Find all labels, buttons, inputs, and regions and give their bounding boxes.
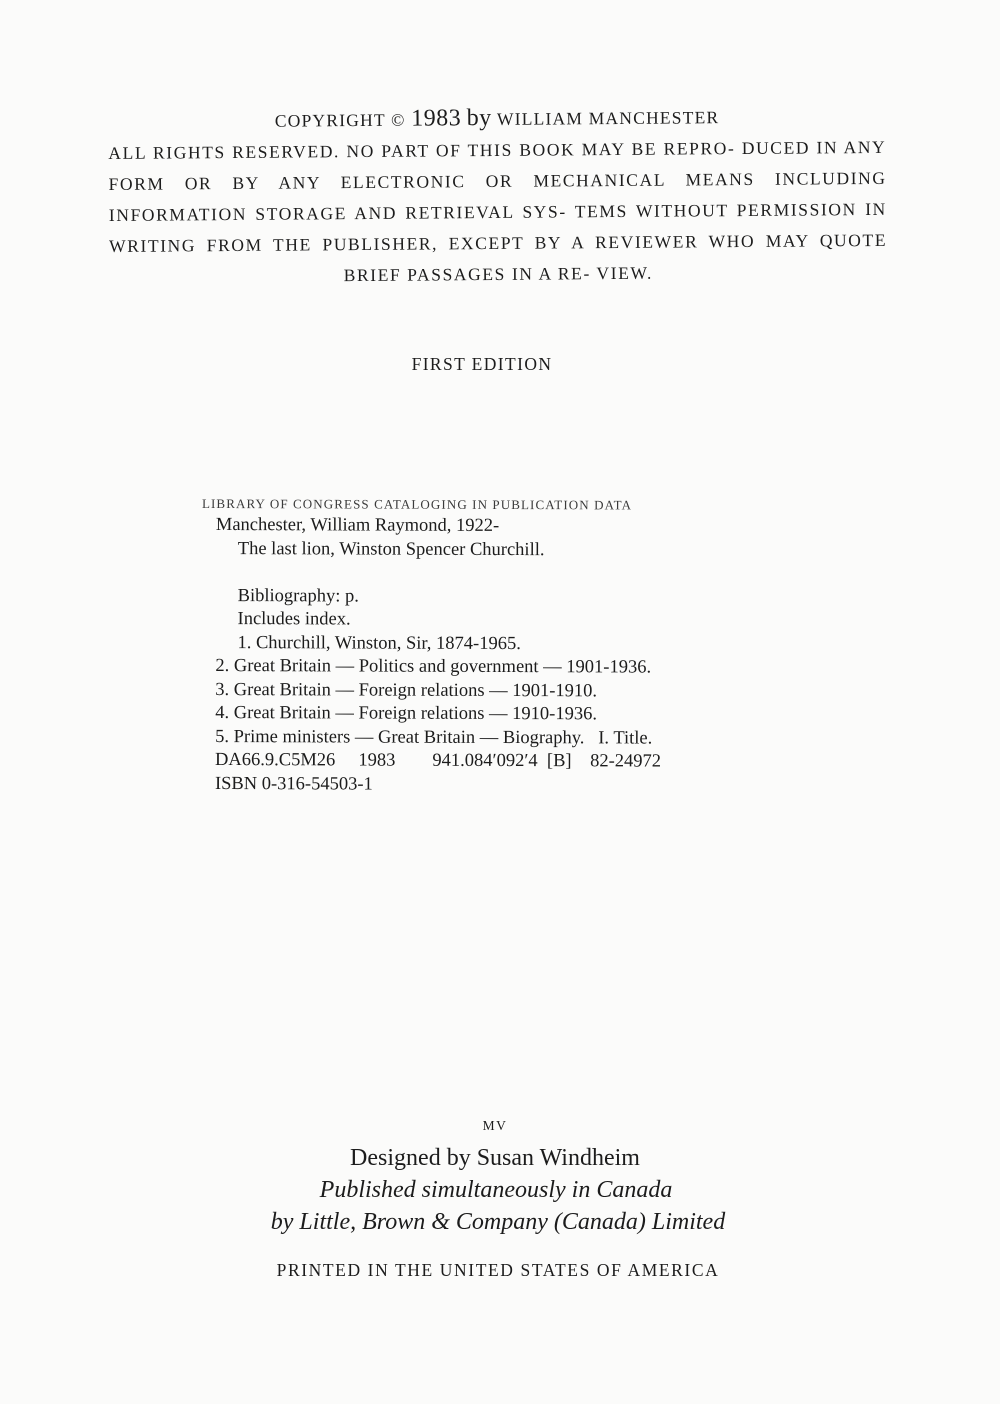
cip-isbn: ISBN 0-316-54503-1 [214,773,373,795]
cip-subject: 3. Great Britain — Foreign relations — 1901-1910. [215,679,598,701]
cip-index: Includes index. [237,609,351,630]
canada-publisher-line: by Little, Brown & Company (Canada) Limited [270,1209,726,1235]
cataloging-data [201,494,786,798]
cip-title: The last lion, Winston Spencer Churchill. [237,538,545,560]
cip-subject: 1. Churchill, Winston, Sir, 1874-1965. [237,632,521,654]
cip-classification: DA66.9.C5M26 1983 941.084′092′4 [B] 82-24972 [215,749,662,772]
copyright-prefix: COPYRIGHT © [274,109,406,131]
edition-statement: FIRST EDITION [411,354,553,374]
cip-subject: 2. Great Britain — Politics and government — 1901-1936. [215,655,652,678]
copyright-by: by [466,104,492,132]
designer-credit: Designed by Susan Windheim [350,1145,640,1171]
cip-subject: 5. Prime ministers — Great Britain — Biography. I. Title. [215,726,653,749]
cip-bibliography: Bibliography: p. [237,585,359,606]
imprint-mark: MV [482,1118,508,1133]
copyright-notice [108,100,887,293]
rights-reserved-text: ALL RIGHTS RESERVED. NO PART OF THIS BOOK MAY BE REPRO- DUCED IN ANY FORM OR BY ANY ELECTRONIC OR MECHANICAL MEANS INCLUDING INFORMATION STORAGE AND RETRIEVAL SYS- TEMS WITHOUT PERMISSION IN WRITING FROM THE PUBLISHER, EXCEPT BY A REVIEWER WHO MAY QUOTE BRIEF PASSAGES IN A RE- VIEW. [108,136,888,286]
credits-block [0,1116,1000,1281]
copyright-year: 1983 [411,105,462,132]
printed-in-statement: PRINTED IN THE UNITED STATES OF AMERICA [276,1260,720,1280]
cip-spacer [216,561,786,586]
cip-heading: LIBRARY OF CONGRESS CATALOGING IN PUBLICATION DATA [201,495,633,513]
cip-author: Manchester, William Raymond, 1922- [215,514,500,536]
cip-subject: 4. Great Britain — Foreign relations — 1910-1936. [215,702,598,725]
copyright-author: WILLIAM MANCHESTER [496,107,720,129]
canada-publication-line: Published simultaneously in Canada [319,1177,673,1203]
